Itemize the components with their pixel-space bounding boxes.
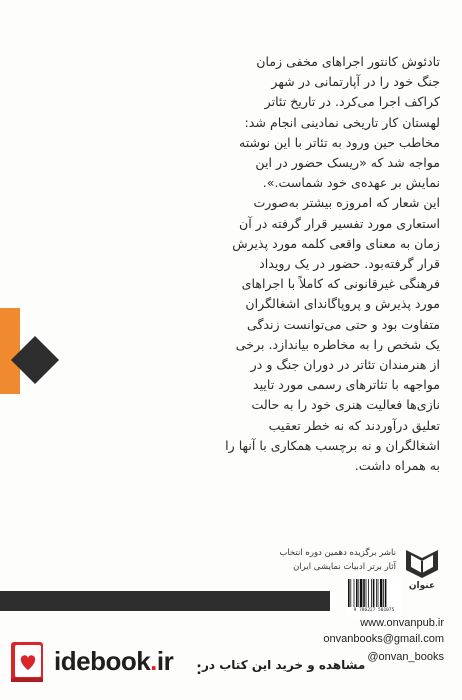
text-line: به همراه داشت. [354,458,440,474]
text-line: یک شخص را به مخاطره بیاندازد. برخی [235,336,440,352]
red-book-heart-icon [8,640,48,684]
text-line: فرهنگی غیرقانونی که کاملاً با اجراهای [241,276,440,292]
logo-wordmark: عنوان [408,581,436,590]
text-line: استعاری مورد تفسیر قرار گرفته در آن [238,215,440,231]
back-cover-text [128,52,440,476]
text-line: تادئوش کانتور اجراهای مخفی زمان [256,54,440,69]
publisher-instagram[interactable]: @onvan_books [367,651,444,663]
text-line: نازی‌ها فعالیت هنری خود را به حالت [251,397,440,413]
barcode [346,577,402,617]
text-line: مخاطب حین ورود به تئاتر با این نوشته [238,134,440,150]
ad-call-to-action: مشاهده و خرید این کتاب در [202,658,366,672]
idebook-brand: idebook.ir [54,646,174,676]
text-line: زمان به معنای واقعی کلمه مورد پذیرش [232,235,440,251]
text-line: نمایش بر عهده‌ی خود شماست.». [262,175,440,191]
isbn-number: 9 786227 501075 [353,608,395,613]
text-line: لهستان کار تاریخی نمادینی انجام شد: [244,114,440,130]
orange-accent-block [0,308,20,394]
publisher-website[interactable]: www.onvanpub.ir [360,617,444,629]
ad-separator: : [196,658,202,678]
idebook-watermark[interactable] [0,628,366,700]
text-line: از هنرمندان تئاتر در دوران جنگ و در [250,357,440,373]
text-line: مواجه شد که «ریسک حضور در این [255,155,440,171]
publisher-award-line1: ناشر برگزیده دهمین دوره انتخاب [279,548,396,558]
text-line: مواجهه با تئاترهای رسمی مورد تایید [253,377,440,393]
text-line: جنگ خود را در آپارتمانی در شهر [271,74,440,90]
publisher-email[interactable]: onvanbooks@gmail.com [323,633,444,645]
text-line: قرار گرفته‌بود. حضور در یک رویداد [259,256,440,272]
text-line: این شعار که امروزه بیشتر به‌صورت [253,195,440,211]
text-line: متفاوت بود و حتی می‌توانست زندگی [246,316,440,332]
text-line: اشغالگران و نه برچسب همکاری با آنها را [225,437,440,453]
publisher-logo-icon [402,544,442,590]
text-line: تعلیق درآوردند که نه خطر تعقیب [268,417,440,433]
text-line: کراکف اجرا می‌کرد. در تاریخ تئاتر [264,94,440,110]
dark-accent-bar [0,591,330,611]
publisher-award-line2: آثار برتر ادبیات نمایشی ایران [293,562,396,572]
text-line: مورد پذیرش و پروپاگاندای اشغالگران [245,296,440,312]
barcode-bars-icon [348,579,400,607]
